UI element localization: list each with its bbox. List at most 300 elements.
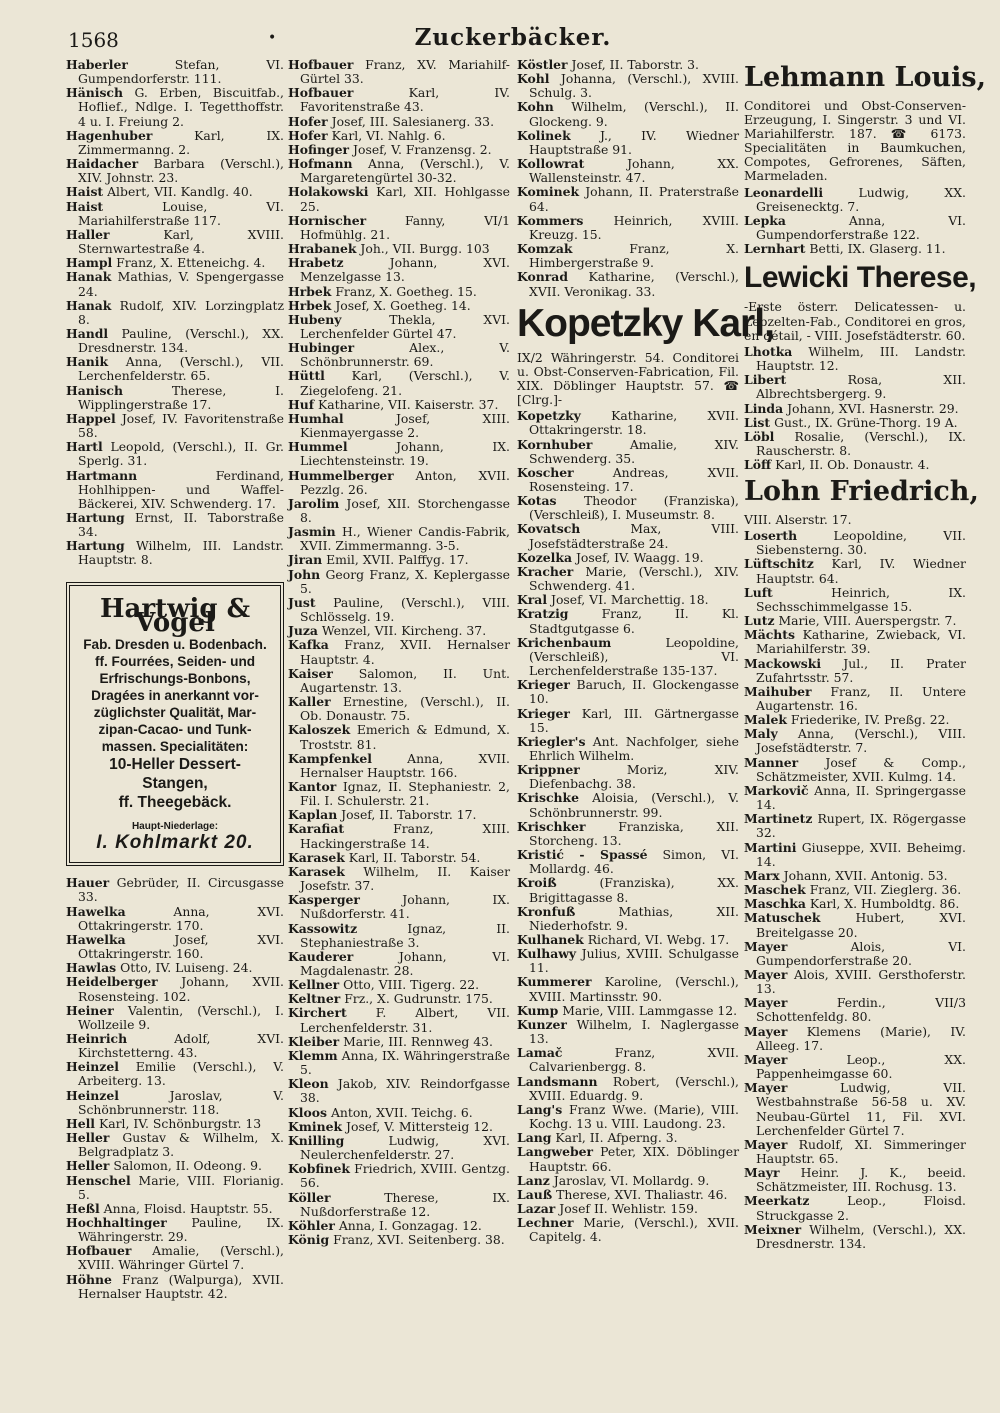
entry-details: Hubert, XVI. Breitelgasse 20.: [756, 910, 966, 940]
entry-details: Jakob, XIV. Reindorfgasse 38.: [300, 1076, 510, 1106]
entry-surname: Heidelberger: [66, 974, 158, 990]
directory-entry: [517, 1188, 739, 1202]
entry-surname: Hofinger: [288, 141, 350, 157]
entry-details: Franz (Walpurga), XVII. Hernalser Hauptstr. 42.: [78, 1271, 284, 1301]
featured-name-lohn: Lohn Friedrich,: [744, 476, 979, 508]
entry-surname: Heinrich: [66, 1030, 128, 1046]
directory-entry: [288, 752, 510, 780]
directory-entry: [517, 735, 739, 763]
entry-surname: Hauer: [66, 875, 110, 891]
directory-entry: [517, 636, 739, 678]
entry-details: Karl, IX. Zimmermanng. 2.: [78, 127, 284, 157]
entry-details: Albert, VII. Kandlg. 40.: [107, 184, 253, 200]
directory-entry: [517, 933, 739, 947]
directory-entry: [288, 341, 510, 369]
entry-surname: Kloos: [288, 1104, 327, 1120]
directory-entry: [744, 430, 966, 458]
entry-details: Franz, XIII. Hackingerstraße 14.: [300, 821, 510, 851]
entry-details: Ludwig, VII. Westbahnstraße 56-58 u. XV. Neubau-Gürtel 11, Fil. XVI. Lerchenfelder Gürtel 7.: [756, 1080, 966, 1138]
entry-details: Amalie, (Verschl.), XVIII. Währinger Gürtel 7.: [78, 1243, 284, 1273]
entry-surname: Jarolim: [288, 495, 340, 511]
page-title: Zuckerbäcker.: [414, 24, 612, 51]
directory-entry: [66, 412, 284, 440]
entry-details: Jul., II. Prater Zufahrtsstr. 57.: [756, 655, 966, 685]
entry-details: Josef, XII. Storchengasse 8.: [300, 495, 510, 525]
directory-entry: [744, 841, 966, 869]
entry-surname: Hawlas: [66, 960, 117, 976]
entry-details: Gust., IX. Grüne-Thorg. 19 A.: [774, 414, 958, 430]
directory-entry: [288, 313, 510, 341]
directory-entry: [288, 214, 510, 242]
entry-surname: Malek: [744, 712, 787, 728]
entry-details: F. Albert, VII. Lerchenfelderstr. 31.: [300, 1005, 510, 1035]
directory-entry: [66, 1004, 284, 1032]
entry-details: Emilie (Verschl.), V. Arbeiterg. 13.: [78, 1059, 284, 1089]
entry-details: Franz, XVII. Calvarienbergg. 8.: [529, 1045, 739, 1075]
entry-surname: Huf: [288, 396, 315, 412]
directory-entry: [288, 922, 510, 950]
directory-entry: [517, 1018, 739, 1046]
directory-entry: [66, 270, 284, 298]
entry-details: Johann, XVII. Antonig. 53.: [783, 867, 948, 883]
entry-surname: Hummel: [288, 439, 348, 455]
directory-entry: [288, 893, 510, 921]
directory-entry: [288, 553, 510, 567]
entry-details: Friedrich, XVIII. Gentzg. 56.: [300, 1161, 510, 1191]
directory-entry: [288, 723, 510, 751]
entry-details: Julius, XVIII. Schulgasse 11.: [529, 946, 739, 976]
entry-details: Katharine, XVII. Ottakringerstr. 18.: [529, 408, 739, 438]
entry-details: Josef, XVI. Ottakringerstr. 160.: [78, 931, 284, 962]
directory-entry: [744, 685, 966, 713]
entry-list: [744, 345, 966, 472]
directory-entry: [517, 678, 739, 706]
entry-details: Anna, (Verschl.), VII. Lerchenfelderstr. 65.: [78, 354, 284, 384]
entry-surname: Loserth: [744, 528, 798, 544]
entry-details: J., IV. Wiedner Hauptstraße 91.: [529, 127, 739, 157]
entry-details: Rudolf, XIV. Lorzingplatz 8.: [78, 297, 284, 327]
directory-entry: [744, 402, 966, 416]
entry-surname: Mayer: [744, 1080, 788, 1096]
entry-details: Karl, IV. Favoritenstraße 43.: [300, 85, 510, 115]
directory-entry: [517, 1202, 739, 1216]
directory-entry: [517, 905, 739, 933]
entry-surname: Maihuber: [744, 683, 812, 699]
entry-details: Josef, II. Taborstr. 17.: [341, 807, 477, 823]
entry-list: [744, 529, 966, 1251]
entry-details: Therese, I. Wipplingerstraße 17.: [78, 382, 284, 412]
entry-details: Wilhelm, III. Landstr. Hauptstr. 12.: [756, 343, 966, 374]
entry-details: Gebrüder, II. Circusgasse 33.: [78, 875, 284, 905]
entry-details: Moriz, XIV. Diefenbachg. 38.: [529, 762, 739, 792]
directory-entry: [66, 384, 284, 412]
entry-surname: Hofbauer: [288, 85, 354, 101]
entry-surname: Lutz: [744, 613, 775, 629]
entry-details: Franz, II. Untere Augartenstr. 16.: [756, 683, 966, 713]
entry-surname: Lamač: [517, 1045, 563, 1061]
entry-surname: Kampfenkel: [288, 750, 372, 766]
entry-surname: Hofbauer: [288, 57, 354, 72]
entry-list: [66, 876, 284, 1301]
entry-surname: Kleiber: [288, 1033, 340, 1049]
entry-surname: Hrabanek: [288, 241, 357, 257]
directory-entry: [288, 667, 510, 695]
entry-details: Karl, XVIII. Sternwartestraße 4.: [78, 226, 284, 257]
entry-details: Marie, VIII. Auerspergstr. 7.: [778, 613, 957, 629]
directory-entry: [66, 539, 284, 567]
entry-surname: Heßl: [66, 1200, 100, 1216]
entry-list: [66, 58, 284, 568]
directory-entry: [744, 1053, 966, 1081]
directory-entry: [66, 157, 284, 185]
entry-details: Anton, XVII. Pezzlg. 26.: [300, 467, 510, 497]
entry-details: Josef & Comp., Schätzmeister, XVII. Kulmg. 14.: [756, 754, 966, 784]
entry-details: G. Erben, Biscuitfab., Hoflief., Ndlge. I. Tegetthoffstr. 4 u. I. Freiung 2.: [78, 85, 284, 129]
entry-surname: Kovatsch: [517, 521, 581, 537]
entry-surname: Kriegler's: [517, 733, 586, 749]
entry-surname: List: [744, 414, 771, 430]
entry-surname: Kauderer: [288, 948, 354, 964]
entry-details: Pauline, IX. Währingerstr. 29.: [78, 1215, 284, 1245]
directory-entry: [288, 596, 510, 624]
directory-entry: [288, 1233, 510, 1247]
directory-entry: [288, 1219, 510, 1233]
directory-entry: [517, 1004, 739, 1018]
entry-details: Thekla, XVI. Lerchenfelder Gürtel 47.: [300, 311, 510, 341]
entry-details: Otto, VIII. Tigerg. 22.: [343, 977, 480, 993]
ad-text-line: züglichster Qualität, Mar-: [93, 704, 257, 720]
entry-details: Heinrich, IX. Sechsschimmelgasse 15.: [756, 584, 966, 614]
featured-text-lewicki: -Erste österr. Delicatessen- u. Lebzelten-Fab., Conditorei en gros, en détail, - VIII. Josefstädterstr. 60.: [744, 299, 966, 343]
directory-entry: [66, 1117, 284, 1131]
entry-surname: Lechner: [517, 1215, 574, 1231]
column-4: [744, 58, 986, 1251]
entry-surname: Kornhuber: [517, 436, 593, 452]
directory-entry: [288, 624, 510, 638]
entry-surname: Kobfinek: [288, 1161, 350, 1177]
directory-entry: [66, 86, 284, 128]
directory-entry: [744, 416, 966, 430]
entry-details: Johann, VI. Magdalenastr. 28.: [300, 948, 510, 978]
entry-surname: Kratzig: [517, 606, 569, 622]
directory-entry: [66, 1202, 284, 1216]
entry-surname: Kronfuß: [517, 903, 576, 919]
directory-entry: [744, 186, 966, 214]
entry-surname: Kopetzky: [517, 408, 581, 424]
entry-details: Wenzel, VII. Kircheng. 37.: [321, 623, 487, 639]
entry-surname: Meixner: [744, 1221, 802, 1237]
entry-list: [288, 58, 510, 1247]
entry-surname: Haist: [66, 184, 104, 200]
ad-special-line: 10-Heller Dessert-Stangen,: [109, 755, 241, 792]
directory-entry: [744, 529, 966, 557]
entry-surname: Kummerer: [517, 974, 592, 990]
directory-entry: [66, 58, 284, 86]
entry-details: Ernestine, (Verschl.), II. Ob. Donaustr. 75.: [300, 694, 510, 724]
entry-details: Amalie, XIV. Schwenderg. 35.: [529, 436, 739, 466]
column-2: [288, 58, 510, 1247]
entry-details: Simon, VI. Mollardg. 46.: [529, 847, 739, 877]
entry-surname: John: [288, 566, 321, 582]
entry-surname: Lauß: [517, 1186, 553, 1202]
directory-entry: [288, 497, 510, 525]
directory-entry: [744, 897, 966, 911]
ad-text-line: massen. Specialitäten:: [101, 738, 249, 754]
directory-entry: [66, 256, 284, 270]
entry-surname: Martini: [744, 839, 797, 855]
entry-details: Therese, IX. Nußdorferstraße 12.: [300, 1189, 510, 1219]
entry-details: Leopoldine, VII. Siebensterng. 30.: [756, 528, 966, 558]
entry-details: Anton, XVII. Teichg. 6.: [330, 1104, 473, 1120]
directory-entry: [288, 950, 510, 978]
directory-entry: [66, 129, 284, 157]
entry-surname: Leonardelli: [744, 184, 824, 200]
entry-details: Karl, II. Taborstr. 54.: [348, 849, 481, 865]
directory-entry: [517, 763, 739, 791]
entry-details: Rosalie, (Verschl.), IX. Rauscherstr. 8.: [756, 428, 966, 458]
ad-depot-label: Haupt-Niederlage:: [131, 820, 219, 832]
directory-entry: [744, 628, 966, 656]
directory-entry: [517, 1103, 739, 1131]
entry-surname: Haidacher: [66, 156, 139, 172]
entry-details: Alois, XVIII. Gersthoferstr. 13.: [756, 966, 966, 997]
directory-entry: [517, 214, 739, 242]
directory-entry: [744, 784, 966, 812]
entry-surname: Hrbek: [288, 283, 332, 299]
entry-surname: Köhler: [288, 1217, 335, 1233]
entry-details: Anna, Floisd. Hauptstr. 55.: [103, 1200, 273, 1216]
entry-details: Johann, XX. Wallensteinstr. 47.: [529, 156, 739, 186]
entry-surname: Heller: [66, 1158, 110, 1174]
directory-entry: [517, 975, 739, 1003]
entry-surname: Lanz: [517, 1172, 550, 1188]
entry-surname: Köstler: [517, 57, 568, 72]
directory-entry: [517, 129, 739, 157]
entry-details: Georg Franz, X. Keplergasse 5.: [300, 566, 510, 596]
entry-surname: König: [288, 1231, 330, 1247]
directory-entry: [744, 373, 966, 401]
ad-company-name: Hartwig & Vogel: [99, 593, 251, 638]
directory-entry: [288, 285, 510, 299]
entry-details: Ferdinand, Hohlhippen- und Waffel-Bäckerei, XIV. Schwenderg. 17.: [78, 467, 284, 511]
entry-surname: Klemm: [288, 1047, 338, 1063]
entry-details: Adolf, XVI. Kirchstetterng. 43.: [78, 1030, 284, 1061]
directory-entry: [517, 1216, 739, 1244]
entry-surname: Maschka: [744, 896, 806, 912]
entry-details: Josef, III. Salesianerg. 33.: [331, 113, 495, 129]
ad-text-line: zipan-Cacao- und Tunk-: [98, 721, 252, 737]
featured-name-lewicki: Lewicki Therese,: [744, 261, 977, 295]
entry-details: Peter, XIX. Döblinger Hauptstr. 66.: [529, 1144, 739, 1174]
featured-text-kopetzky: IX/2 Währingerstr. 54. Conditorei u. Obst-Conserven-Fabrication, Fil. XIX. Döblinger Hauptstr. 57. ☎ [Clrg.]-: [517, 349, 739, 408]
entry-surname: Kaller: [288, 694, 331, 710]
header-dot: •: [268, 30, 277, 46]
entry-details: Katharine, Zwieback, VI. Mariahilferstr. 39.: [756, 627, 966, 657]
directory-entry: [517, 848, 739, 876]
directory-entry: [517, 466, 739, 494]
entry-surname: Krippner: [517, 762, 580, 778]
entry-surname: Mayer: [744, 1136, 788, 1152]
entry-surname: Mächts: [744, 627, 795, 643]
entry-surname: Hubeny: [288, 311, 342, 327]
entry-surname: Hawelka: [66, 903, 126, 919]
entry-details: Franz, XVI. Seitenberg. 38.: [333, 1231, 505, 1247]
directory-entry: [288, 978, 510, 992]
entry-surname: Hartung: [66, 510, 125, 525]
directory-entry: [744, 727, 966, 755]
entry-surname: Lernhart: [744, 241, 806, 257]
entry-details: Katharine, (Verschl.), XVII. Veronikag. 33.: [529, 269, 739, 299]
directory-entry: [66, 975, 284, 1003]
directory-entry: [517, 1174, 739, 1188]
ad-address: I. Kohlmarkt 20.: [96, 832, 254, 854]
entry-surname: Köller: [288, 1189, 331, 1205]
entry-surname: Löbl: [744, 428, 775, 444]
entry-surname: Haist: [66, 198, 104, 214]
directory-entry: [517, 1145, 739, 1173]
directory-entry: [517, 791, 739, 819]
directory-entry: [66, 933, 284, 961]
directory-entry: [744, 940, 966, 968]
entry-details: Franz, X. Himbergerstraße 9.: [529, 241, 739, 271]
directory-entry: [288, 440, 510, 468]
entry-details: Emerich & Edmund, X. Troststr. 81.: [300, 722, 510, 752]
entry-surname: Hüttl: [288, 368, 325, 384]
entry-details: H., Wiener Candis-Fabrik, XVII. Zimmermanng. 3-5.: [300, 524, 510, 554]
directory-entry: [288, 1134, 510, 1162]
ad-special-line-2: ff. Theegebäck.: [118, 793, 232, 811]
entry-details: Wilhelm, (Verschl.), II. Glockeng. 9.: [529, 99, 739, 129]
entry-surname: Hofmann: [288, 156, 353, 172]
entry-details: Ludwig, XX. Greisenecktg. 7.: [756, 184, 966, 214]
entry-details: Josef, XIII. Kienmayergasse 2.: [300, 410, 510, 441]
entry-details: Karl, II. Afperng. 3.: [555, 1130, 678, 1146]
entry-surname: Hofer: [288, 113, 328, 129]
directory-entry: [744, 713, 966, 727]
directory-entry: [744, 242, 966, 256]
entry-details: Jaroslav, VI. Mollardg. 9.: [553, 1172, 710, 1188]
directory-entry: [288, 369, 510, 397]
entry-list: [517, 409, 739, 1244]
directory-entry: [517, 438, 739, 466]
entry-surname: Lang's: [517, 1101, 563, 1117]
entry-surname: Hornischer: [288, 212, 367, 228]
directory-entry: [288, 256, 510, 284]
directory-entry: [66, 1216, 284, 1244]
entry-surname: Matuschek: [744, 910, 821, 926]
entry-surname: Hrabetz: [288, 255, 344, 271]
entry-details: Johann, XVI. Menzelgasse 13.: [300, 255, 510, 285]
entry-surname: Mayer: [744, 1023, 788, 1039]
entry-details: Rupert, IX. Rögergasse 32.: [756, 811, 966, 841]
entry-surname: Jasmin: [288, 524, 336, 540]
entry-details: Ferdin., VII/3 Schottenfeldg. 80.: [756, 995, 966, 1025]
entry-surname: Juza: [288, 623, 318, 639]
entry-list: [744, 186, 966, 257]
entry-details: Ernst, II. Taborstraße 34.: [78, 510, 284, 540]
directory-entry: [517, 565, 739, 593]
directory-entry: [517, 100, 739, 128]
directory-entry: [66, 876, 284, 904]
entry-surname: Kaiser: [288, 665, 333, 681]
entry-details: Josef II. Wehlistr. 159.: [559, 1200, 698, 1216]
entry-surname: Maschek: [744, 882, 806, 898]
entry-surname: Hanik: [66, 354, 109, 370]
entry-details: Richard, VI. Webg. 17.: [587, 932, 730, 947]
entry-surname: Kohn: [517, 99, 554, 115]
directory-entry: [288, 1077, 510, 1105]
entry-surname: Hartl: [66, 439, 103, 455]
directory-entry: [517, 157, 739, 185]
entry-surname: Heinzel: [66, 1087, 119, 1103]
directory-entry: [288, 129, 510, 143]
entry-surname: Martinetz: [744, 811, 813, 827]
entry-surname: Meerkatz: [744, 1193, 810, 1209]
directory-entry: [744, 657, 966, 685]
directory-entry: [517, 522, 739, 550]
entry-surname: Hofbauer: [66, 1243, 132, 1259]
directory-entry: [288, 115, 510, 129]
entry-surname: Kunzer: [517, 1016, 567, 1032]
entry-surname: Luft: [744, 584, 773, 600]
directory-entry: [744, 756, 966, 784]
entry-surname: Mayer: [744, 995, 788, 1011]
directory-entry: [66, 1159, 284, 1173]
directory-entry: [288, 242, 510, 256]
directory-entry: [744, 1166, 966, 1194]
entry-details: Emil, XVII. Palffyg. 17.: [326, 552, 469, 568]
entry-surname: Landsmann: [517, 1073, 598, 1089]
entry-surname: Hanak: [66, 297, 112, 313]
entry-surname: Krieger: [517, 677, 570, 693]
directory-entry: [288, 525, 510, 553]
entry-details: Johann, II. Praterstraße 64.: [529, 184, 739, 214]
entry-details: Franz, XVII. Hernalser Hauptstr. 4.: [300, 637, 510, 667]
directory-entry: [744, 214, 966, 242]
entry-details: Heinrich, XVIII. Kreuzg. 15.: [529, 212, 739, 242]
entry-surname: Kump: [517, 1002, 559, 1018]
entry-surname: Just: [288, 594, 316, 610]
directory-entry: [517, 1075, 739, 1103]
directory-entry: [517, 593, 739, 607]
directory-entry: [288, 780, 510, 808]
page-header: [62, 22, 964, 56]
directory-entry: [517, 607, 739, 635]
directory-entry: [66, 1032, 284, 1060]
entry-details: Marie, (Verschl.), XVII. Capitelg. 4.: [529, 1215, 739, 1245]
entry-details: Karl, IV. Wiedner Hauptstr. 64.: [756, 556, 966, 586]
entry-surname: Höhne: [66, 1271, 112, 1287]
entry-surname: Hänisch: [66, 85, 123, 101]
directory-entry: [288, 808, 510, 822]
entry-details: Leop., XX. Pappenheimgasse 60.: [756, 1051, 966, 1082]
entry-surname: Henschel: [66, 1172, 131, 1188]
entry-details: Josef, V. Franzensg. 2.: [353, 141, 492, 157]
entry-details: Marie, (Verschl.), XIV. Schwenderg. 41.: [529, 563, 739, 594]
directory-entry: [66, 1244, 284, 1272]
entry-details: Josef, IV. Waagg. 19.: [575, 549, 704, 565]
entry-surname: Mayer: [744, 938, 788, 954]
entry-details: Alex., V. Schönbrunnerstr. 69.: [300, 340, 510, 370]
entry-surname: Kozelka: [517, 549, 573, 565]
entry-surname: Libert: [744, 372, 787, 388]
entry-details: Anna, (Verschl.), V. Margaretengürtel 30-32.: [300, 156, 510, 186]
directory-entry: [288, 1162, 510, 1190]
entry-details: Wilhelm, I. Naglergasse 13.: [529, 1016, 739, 1047]
entry-details: Ignaz, II. Stephaniestr. 2, Fil. I. Schulerstr. 21.: [300, 778, 510, 809]
entry-surname: Hagenhuber: [66, 127, 153, 143]
entry-details: Giuseppe, XVII. Beheimg. 14.: [756, 839, 966, 869]
